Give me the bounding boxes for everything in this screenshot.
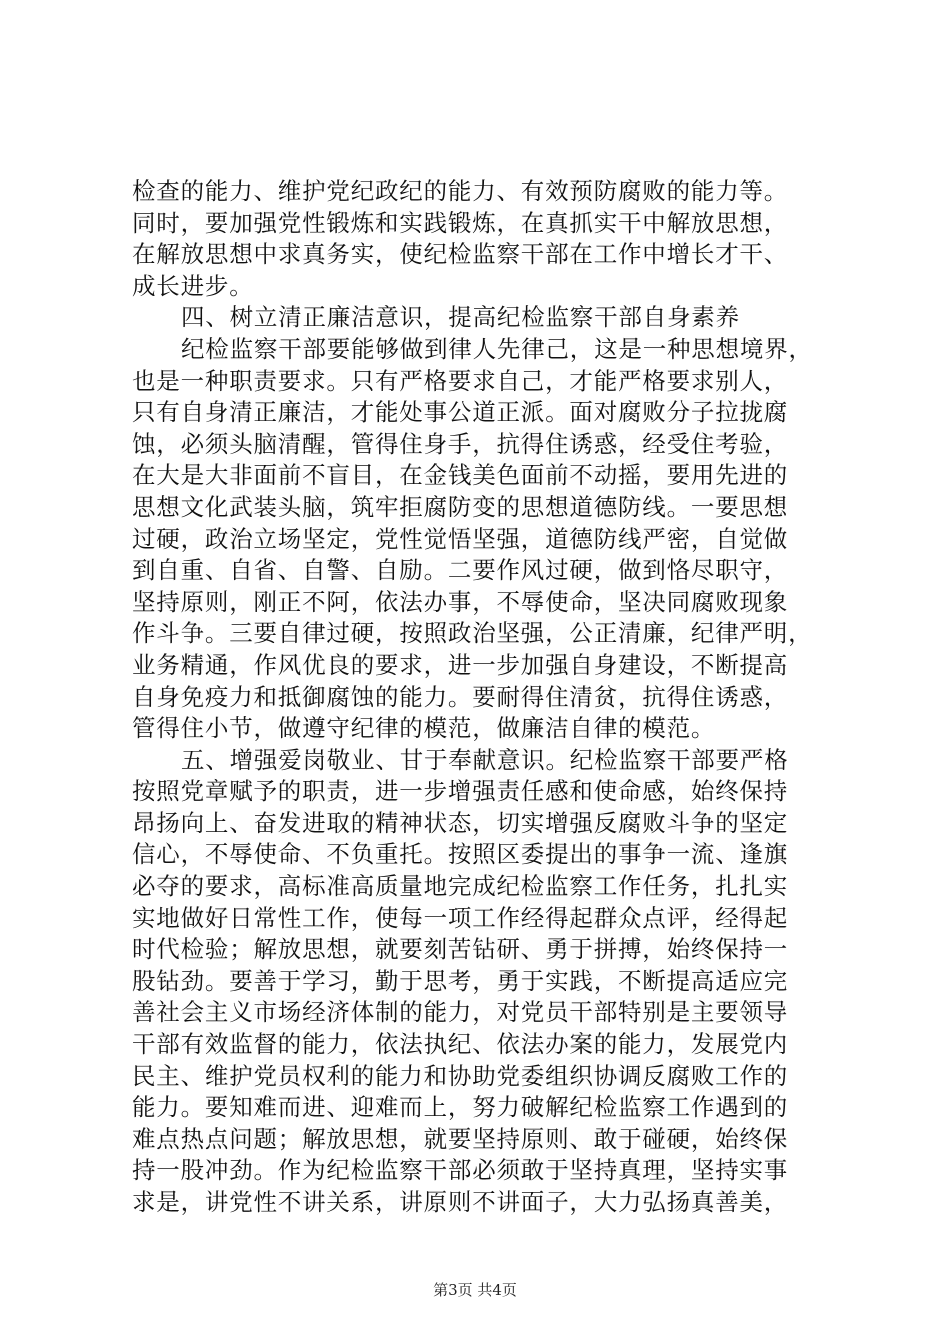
- text-line: 同时，要加强党性锻炼和实践锻炼，在真抓实干中解放思想，: [132, 208, 789, 237]
- text-line: 求是，讲党性不讲关系，讲原则不讲面子，大力弘扬真善美，: [132, 1188, 789, 1216]
- text-line: 难点热点问题；解放思想，就要坚持原则、敢于碰硬，始终保: [132, 1124, 789, 1153]
- text-line: 持一股冲劲。作为纪检监察干部必须敢于坚持真理，坚持实事: [132, 1156, 789, 1185]
- text-line: 坚持原则，刚正不阿，依法办事，不辱使命，坚决同腐败现象: [132, 587, 789, 616]
- page-number-footer: 第3页 共4页: [433, 1281, 517, 1299]
- text-line: 自身免疫力和抵御腐蚀的能力。要耐得住清贫，抗得住诱惑，: [132, 682, 789, 711]
- text-line: 业务精通，作风优良的要求，进一步加强自身建设，不断提高: [132, 650, 789, 679]
- text-line: 善社会主义市场经济体制的能力，对党员干部特别是主要领导: [132, 998, 789, 1027]
- text-line: 四、树立清正廉洁意识，提高纪检监察干部自身素养: [181, 303, 740, 332]
- text-line: 昂扬向上、奋发进取的精神状态，切实增强反腐败斗争的坚定: [132, 808, 789, 837]
- text-line: 在解放思想中求真务实，使纪检监察干部在工作中增长才干、: [132, 240, 789, 269]
- text-line: 蚀，必须头脑清醒，管得住身手，抗得住诱惑，经受住考验，: [132, 429, 789, 458]
- text-line: 过硬，政治立场坚定，党性觉悟坚强，道德防线严密，自觉做: [132, 524, 789, 553]
- text-line: 成长进步。: [132, 271, 254, 300]
- text-line: 能力。要知难而进、迎难而上，努力破解纪检监察工作遇到的: [132, 1093, 789, 1122]
- text-line: 管得住小节，做遵守纪律的模范，做廉洁自律的模范。: [132, 714, 716, 743]
- text-line: 必夺的要求，高标准高质量地完成纪检监察工作任务，扎扎实: [132, 872, 789, 901]
- text-line: 纪检监察干部要能够做到律人先律己，这是一种思想境界，: [181, 334, 813, 363]
- text-line: 在大是大非面前不盲目，在金钱美色面前不动摇，要用先进的: [132, 461, 789, 490]
- text-line: 信心，不辱使命、不负重托。按照区委提出的事争一流、逢旗: [132, 840, 789, 869]
- text-line: 到自重、自省、自警、自励。二要作风过硬，做到恪尽职守，: [132, 556, 789, 585]
- text-line: 股钻劲。要善于学习，勤于思考，勇于实践，不断提高适应完: [132, 966, 789, 995]
- text-line: 干部有效监督的能力，依法执纪、依法办案的能力，发展党内: [132, 1030, 789, 1059]
- text-line: 实地做好日常性工作，使每一项工作经得起群众点评，经得起: [132, 903, 789, 932]
- text-line: 时代检验；解放思想，就要刻苦钻研、勇于拼搏，始终保持一: [132, 935, 789, 964]
- text-line: 作斗争。三要自律过硬，按照政治坚强，公正清廉，纪律严明，: [132, 619, 813, 648]
- text-line: 思想文化武装头脑，筑牢拒腐防变的思想道德防线。一要思想: [132, 492, 789, 521]
- text-line: 民主、维护党员权利的能力和协助党委组织协调反腐败工作的: [132, 1061, 789, 1090]
- document-body: [132, 176, 832, 1219]
- text-line: 按照党章赋予的职责，进一步增强责任感和使命感，始终保持: [132, 777, 789, 806]
- text-line: 也是一种职责要求。只有严格要求自己，才能严格要求别人，: [132, 366, 789, 395]
- text-line: 只有自身清正廉洁，才能处事公道正派。面对腐败分子拉拢腐: [132, 398, 789, 427]
- text-line: 五、增强爱岗敬业、甘于奉献意识。纪检监察干部要严格: [181, 745, 789, 774]
- text-line: 检查的能力、维护党纪政纪的能力、有效预防腐败的能力等。: [132, 177, 789, 205]
